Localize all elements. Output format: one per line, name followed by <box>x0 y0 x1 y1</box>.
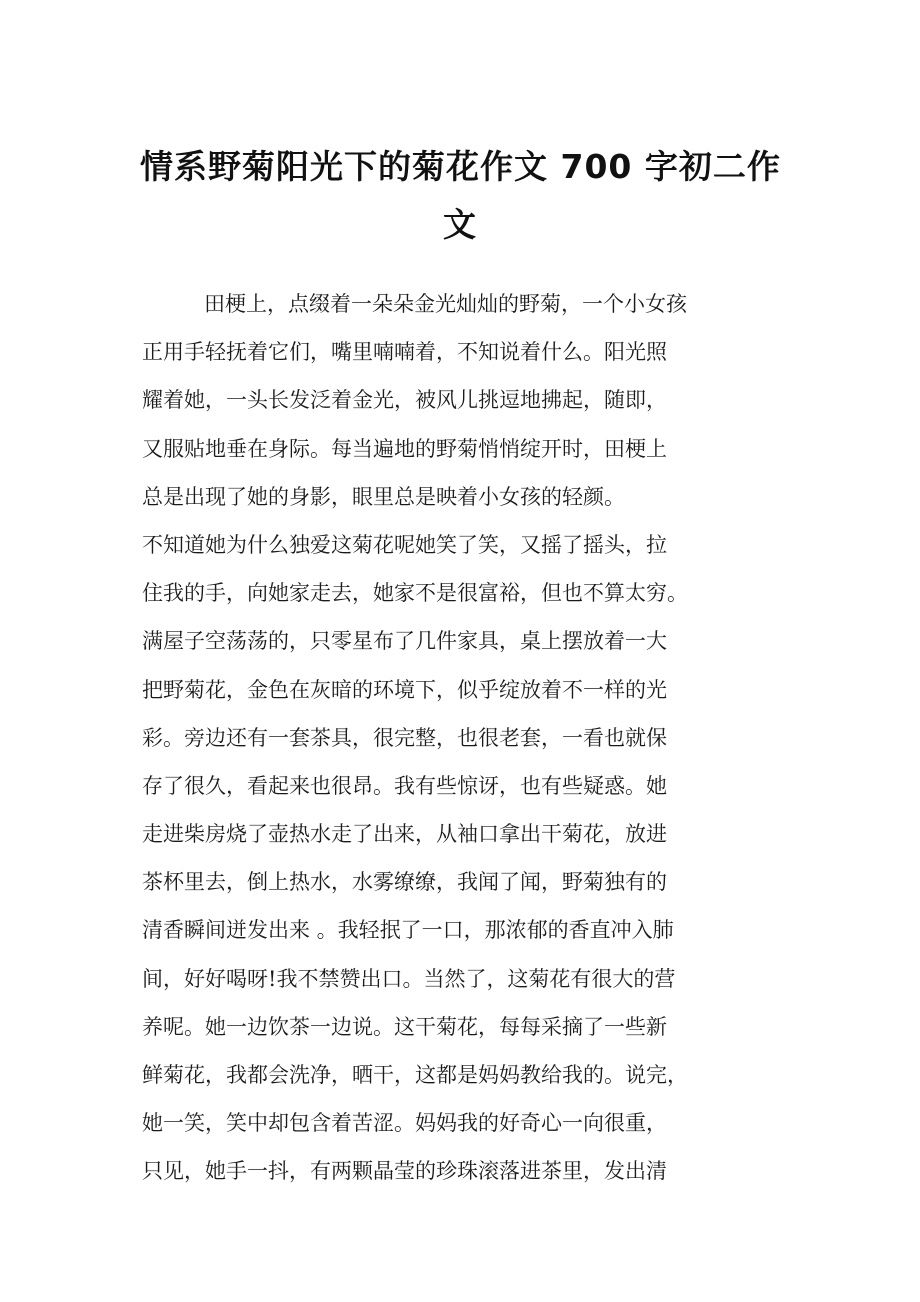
body-line: 田梗上，点缀着一朵朵金光灿灿的野菊，一个小女孩 <box>204 292 687 316</box>
body-line: 走进柴房烧了壶热水走了出来，从袖口拿出干菊花，放进 <box>142 822 667 847</box>
body-line: 鲜菊花，我都会洗净，晒干，这都是妈妈教给我的。说完， <box>142 1063 688 1087</box>
body-line: 养呢。她一边饮茶一边说。这干菊花，每每采摘了一些新 <box>142 1014 667 1039</box>
title-line-2: 文 <box>443 205 477 244</box>
body-line: 她一笑，笑中却包含着苦涩。妈妈我的好奇心一向很重， <box>142 1111 667 1136</box>
body-line: 把野菊花，金色在灰暗的环境下，似乎绽放着不一样的光 <box>142 677 667 702</box>
body-line: 清香瞬间迸发出来 。我轻抿了一口，那浓郁的香直冲入肺 <box>142 918 674 943</box>
body-line: 彩。旁边还有一套茶具，很完整，也很老套，一看也就保 <box>142 725 667 750</box>
body-line: 间，好好喝呀!我不禁赞出口。当然了，这菊花有很大的营 <box>142 966 676 991</box>
document-title <box>140 138 780 254</box>
body-line: 不知道她为什么独爱这菊花呢她笑了笑，又摇了摇头，拉 <box>142 532 667 557</box>
body-line: 只见，她手一抖，有两颗晶莹的珍珠滚落进茶里，发出清 <box>142 1159 667 1184</box>
body-line: 存了很久，看起来也很昂。我有些惊讶，也有些疑惑。她 <box>142 773 667 798</box>
body-line: 耀着她，一头长发泛着金光，被风儿挑逗地拂起，随即， <box>142 388 667 413</box>
body-line: 正用手轻抚着它们，嘴里喃喃着，不知说着什么。阳光照 <box>142 340 667 365</box>
body-line: 茶杯里去，倒上热水，水雾缭缭，我闻了闻，野菊独有的 <box>142 870 667 895</box>
body-line: 住我的手，向她家走去，她家不是很富裕，但也不算太穷。 <box>142 581 688 606</box>
body-line: 又服贴地垂在身际。每当遍地的野菊悄悄绽开时，田梗上 <box>142 436 667 461</box>
body-line: 总是出现了她的身影，眼里总是映着小女孩的轻颜。 <box>142 484 625 509</box>
document-body <box>142 280 792 1196</box>
title-line-1: 情系野菊阳光下的菊花作文 700 字初二作 <box>140 147 781 186</box>
body-line: 满屋子空荡荡的，只零星布了几件家具，桌上摆放着一大 <box>142 629 667 654</box>
